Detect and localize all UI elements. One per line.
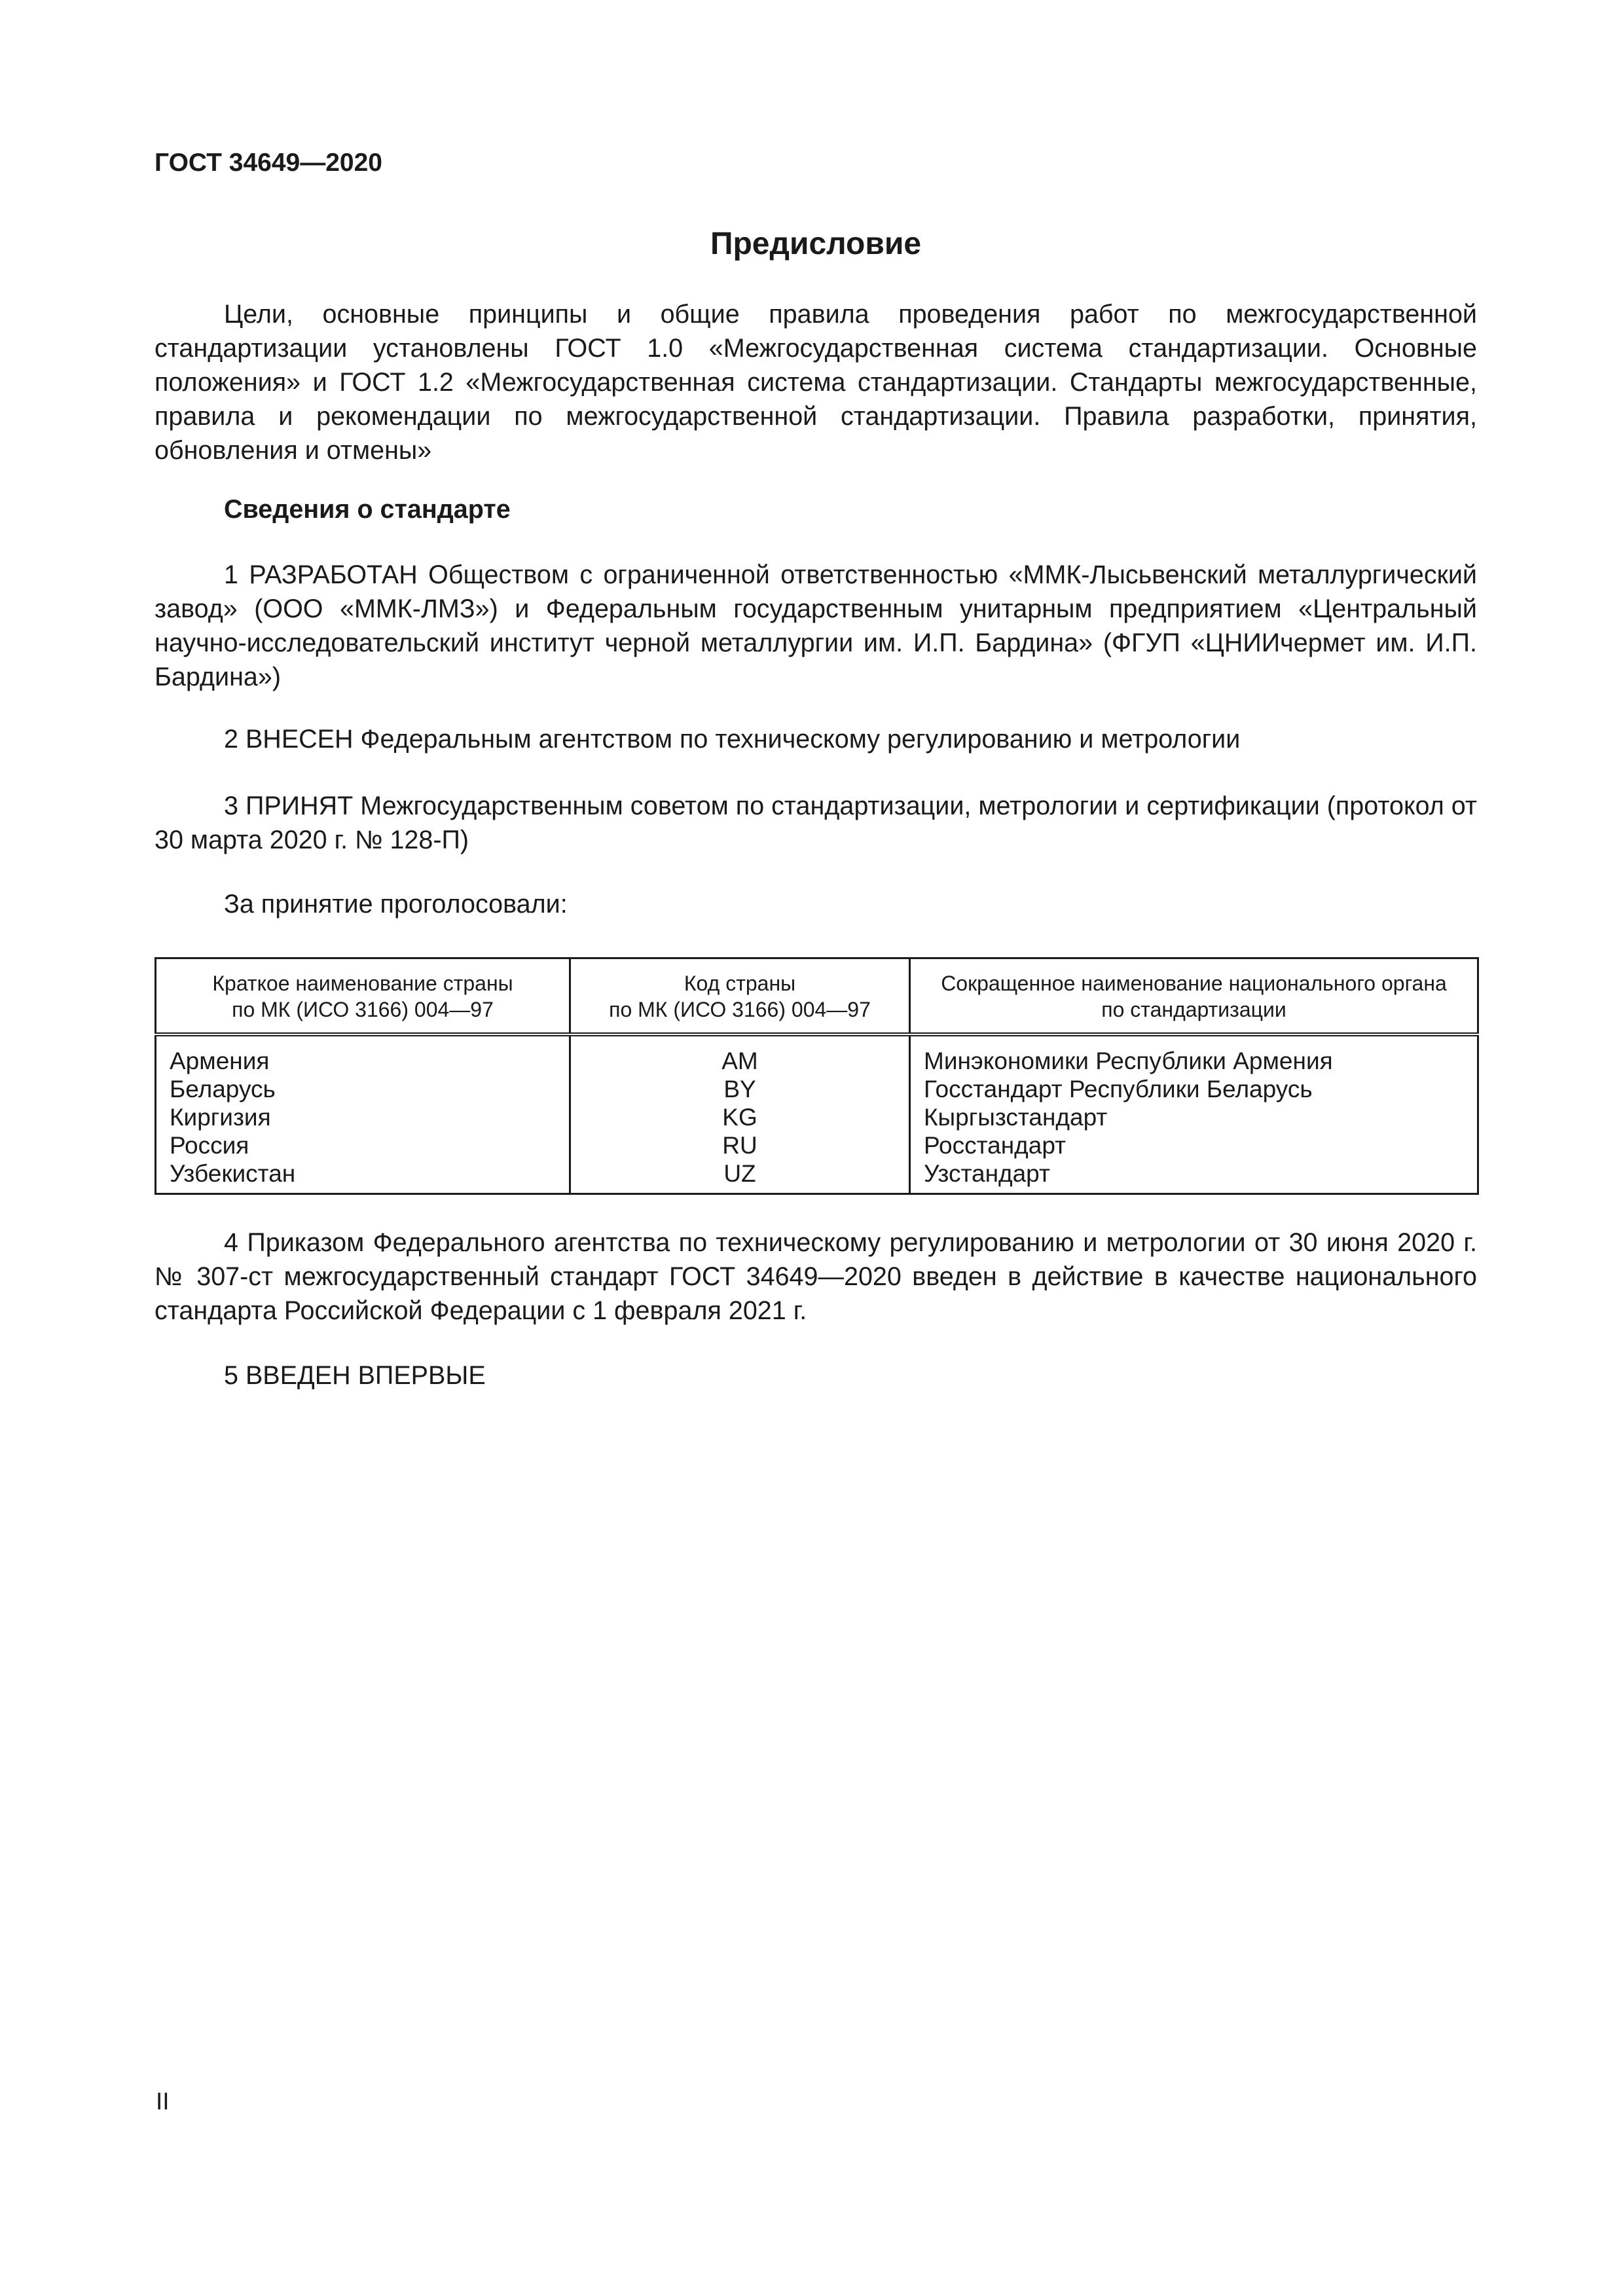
voted-label: За принятие проголосовали:: [224, 890, 568, 919]
cell-body: Узстандарт: [910, 1159, 1478, 1194]
info-heading: Сведения о стандарте: [224, 495, 511, 524]
item-developed: 1 РАЗРАБОТАН Обществом с ограниченной ответственностью «ММК-Лысьвенский металлургический завод» (ООО «ММК-ЛМЗ») и Федеральным государственным унитарным предприятием «Центральный научно-исследовательский институт черной металлургии им. И.П. Бардина» (ФГУП «ЦНИИчермет им. И.П. Бардина»): [155, 560, 1477, 691]
page-number: II: [156, 2088, 170, 2115]
cell-body: Госстандарт Республики Беларусь: [910, 1075, 1478, 1103]
table-row: [156, 1159, 1478, 1194]
cell-body: Минэкономики Республики Армения: [910, 1034, 1478, 1075]
item-order: 4 Приказом Федерального агентства по техническому регулированию и метрологии от 30 июня 2020 г. № 307-ст межгосударственный стандарт ГОСТ 34649—2020 введен в действие в качестве национального стандарта Российской Федерации с 1 февраля 2021 г.: [155, 1228, 1477, 1325]
table-row: [156, 1034, 1478, 1075]
cell-country: Беларусь: [156, 1075, 570, 1103]
cell-country: Россия: [156, 1131, 570, 1159]
section-title: Предисловие: [710, 227, 922, 261]
cell-body: Росстандарт: [910, 1131, 1478, 1159]
table-header-row: [156, 958, 1478, 1035]
header-country-code: Код страны по МК (ИСО 3166) 004—97: [570, 958, 910, 1035]
table-row: [156, 1131, 1478, 1159]
cell-code: KG: [570, 1103, 910, 1131]
document-code: ГОСТ 34649—2020: [155, 149, 382, 177]
item-adopted: 3 ПРИНЯТ Межгосударственным советом по стандартизации, метрологии и сертификации (протокол от 30 марта 2020 г. № 128-П): [155, 792, 1477, 854]
header-country-name: Краткое наименование страны по МК (ИСО 3166) 004—97: [156, 958, 570, 1035]
cell-country: Армения: [156, 1034, 570, 1075]
cell-code: RU: [570, 1131, 910, 1159]
cell-country: Узбекистан: [156, 1159, 570, 1194]
cell-code: AM: [570, 1034, 910, 1075]
cell-code: BY: [570, 1075, 910, 1103]
table-row: [156, 1103, 1478, 1131]
voting-table: [155, 957, 1479, 1195]
intro-paragraph: Цели, основные принципы и общие правила проведения работ по межгосударственной стандартизации установлены ГОСТ 1.0 «Межгосударственная система стандартизации. Основные положения» и ГОСТ 1.2 «Межгосударственная система стандартизации. Стандарты межгосударственные, правила и рекомендации по межгосударственной стандартизации. Правила разработки, принятия, обновления и отмены»: [155, 300, 1477, 465]
item-introduced-by: 2 ВНЕСЕН Федеральным агентством по техническому регулированию и метрологии: [224, 725, 1241, 754]
cell-code: UZ: [570, 1159, 910, 1194]
table-row: [156, 1075, 1478, 1103]
header-standards-body: Сокращенное наименование национального органа по стандартизации: [910, 958, 1478, 1035]
cell-body: Кыргызстандарт: [910, 1103, 1478, 1131]
cell-country: Киргизия: [156, 1103, 570, 1131]
item-first-time: 5 ВВЕДЕН ВПЕРВЫЕ: [224, 1361, 486, 1390]
